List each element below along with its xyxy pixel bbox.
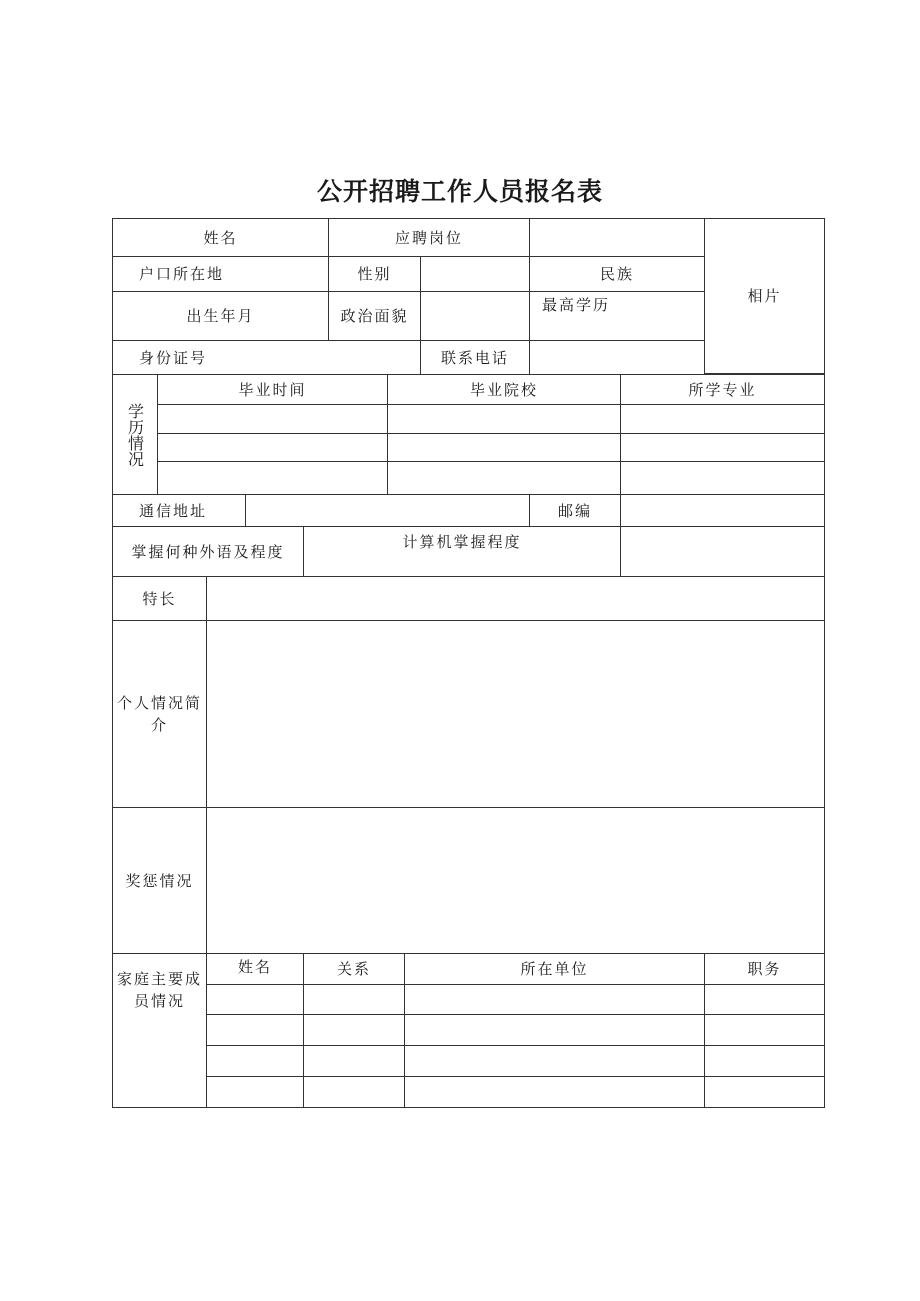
family-cell[interactable] xyxy=(704,1076,825,1108)
position-field[interactable] xyxy=(529,218,705,257)
edu-cell[interactable] xyxy=(387,433,621,462)
family-cell[interactable] xyxy=(404,984,705,1015)
family-header-relation: 关系 xyxy=(303,953,405,985)
education-section-text: 学历情况 xyxy=(125,402,145,467)
gender-field[interactable] xyxy=(420,256,530,292)
profile-label: 个人情况简介 xyxy=(112,620,207,808)
edu-cell[interactable] xyxy=(387,404,621,434)
phone-field[interactable] xyxy=(529,340,705,375)
family-cell[interactable] xyxy=(704,984,825,1015)
language-label: 掌握何种外语及程度 xyxy=(112,526,304,577)
rewards-label: 奖惩情况 xyxy=(112,807,207,954)
ethnicity-label: 民族 xyxy=(529,256,705,292)
profile-field[interactable] xyxy=(206,620,825,808)
politics-label: 政治面貌 xyxy=(328,291,421,341)
rewards-field[interactable] xyxy=(206,807,825,954)
family-cell[interactable] xyxy=(404,1076,705,1108)
photo-box[interactable]: 相片 xyxy=(704,218,825,374)
family-section-label: 家庭主要成员情况 xyxy=(112,953,207,1108)
family-cell[interactable] xyxy=(303,1014,405,1046)
birth-label: 出生年月 xyxy=(112,291,329,341)
family-cell[interactable] xyxy=(206,984,304,1015)
family-cell[interactable] xyxy=(206,1076,304,1108)
edu-header-major: 所学专业 xyxy=(620,374,825,405)
edu-cell[interactable] xyxy=(157,461,388,495)
phone-label: 联系电话 xyxy=(420,340,530,375)
address-field[interactable] xyxy=(245,494,530,527)
id-number-label: 身份证号 xyxy=(112,340,421,375)
family-cell[interactable] xyxy=(206,1014,304,1046)
edu-cell[interactable] xyxy=(157,404,388,434)
postcode-field[interactable] xyxy=(620,494,825,527)
family-cell[interactable] xyxy=(206,1045,304,1077)
family-cell[interactable] xyxy=(704,1014,825,1046)
family-cell[interactable] xyxy=(704,1045,825,1077)
family-header-title: 职务 xyxy=(704,953,825,985)
edu-cell[interactable] xyxy=(157,433,388,462)
family-header-employer: 所在单位 xyxy=(404,953,705,985)
hukou-label: 户口所在地 xyxy=(112,256,329,292)
politics-field[interactable] xyxy=(420,291,530,341)
computer-field[interactable] xyxy=(620,526,825,577)
edu-cell[interactable] xyxy=(620,433,825,462)
edu-header-school: 毕业院校 xyxy=(387,374,621,405)
family-cell[interactable] xyxy=(404,1014,705,1046)
education-level-label: 最高学历 xyxy=(529,291,705,341)
family-cell[interactable] xyxy=(404,1045,705,1077)
name-label: 姓名 xyxy=(112,218,329,257)
education-section-label xyxy=(112,374,158,495)
edu-cell[interactable] xyxy=(620,404,825,434)
specialty-field[interactable] xyxy=(206,576,825,621)
form-title: 公开招聘工作人员报名表 xyxy=(316,177,603,206)
gender-label: 性别 xyxy=(328,256,421,292)
edu-cell[interactable] xyxy=(620,461,825,495)
family-header-name: 姓名 xyxy=(206,953,304,985)
edu-header-grad-time: 毕业时间 xyxy=(157,374,388,405)
computer-label: 计算机掌握程度 xyxy=(303,526,621,577)
specialty-label: 特长 xyxy=(112,576,207,621)
family-cell[interactable] xyxy=(303,1076,405,1108)
family-cell[interactable] xyxy=(303,1045,405,1077)
position-label: 应聘岗位 xyxy=(328,218,530,257)
edu-cell[interactable] xyxy=(387,461,621,495)
postcode-label: 邮编 xyxy=(529,494,621,527)
family-cell[interactable] xyxy=(303,984,405,1015)
address-label: 通信地址 xyxy=(112,494,246,527)
